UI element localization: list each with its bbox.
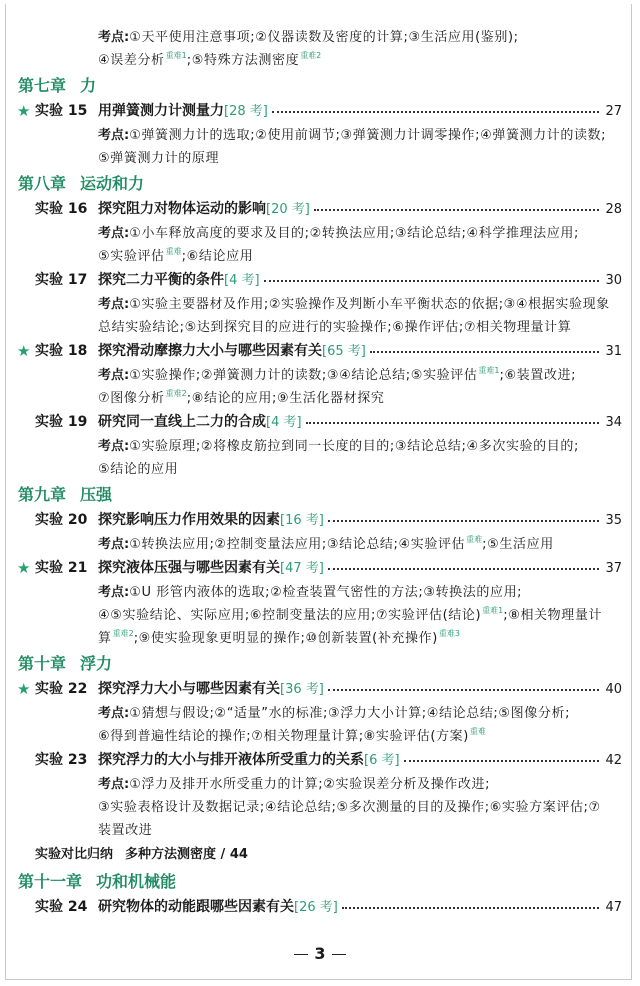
experiment-code: 实验 22: [35, 681, 88, 697]
experiment-entry[interactable]: [18, 895, 622, 920]
experiment-code: 实验 23: [35, 752, 88, 768]
chapter-name: 浮力: [80, 654, 113, 673]
difficulty-mark: 重难2: [165, 389, 187, 398]
chapter-heading[interactable]: [18, 171, 622, 197]
page-reference: 35: [605, 513, 622, 528]
experiment-code: 实验 19: [35, 414, 88, 430]
page-reference: 47: [605, 900, 622, 915]
kaodian-text: ;⑥结论应用: [181, 249, 254, 264]
toc-content: [18, 26, 622, 920]
experiment-title: 探究阻力对物体运动的影响: [98, 201, 266, 217]
experiment-code: 实验 21: [35, 560, 88, 576]
page-reference: 31: [605, 344, 622, 359]
chapter-number: 第七章: [18, 76, 67, 95]
footer-dash-right: [332, 954, 346, 955]
chapter-name: 力: [80, 76, 97, 95]
bracket: [: [224, 273, 230, 288]
kaodian-line: [18, 773, 622, 796]
bracket: ]: [304, 202, 310, 217]
kaodian-line: [18, 364, 622, 387]
chapter-heading[interactable]: [18, 869, 622, 895]
bracket: ]: [318, 561, 324, 576]
experiment-code: 实验 17: [35, 272, 88, 288]
experiment-entry[interactable]: [18, 410, 622, 435]
bracket: [: [364, 753, 370, 768]
experiment-title: 探究影响压力作用效果的因素: [98, 512, 280, 528]
kaodian-text: ①U 形管内液体的选取;②检查装置气密性的方法;③转换法的应用;: [129, 585, 523, 600]
experiment-title: 探究浮力的大小与排开液体所受重力的关系: [98, 752, 364, 768]
exam-count-value: 65 考: [327, 344, 361, 359]
kaodian-line: [18, 458, 622, 481]
kaodian-line: [18, 581, 622, 604]
difficulty-mark: 重难1: [165, 51, 187, 60]
exam-count-value: 4 考: [271, 415, 297, 430]
experiment-title-group: [98, 677, 324, 702]
kaodian-text: ⑤结论的应用: [98, 462, 179, 477]
difficulty-mark: 重难3: [438, 629, 461, 638]
experiment-title: 探究二力平衡的条件: [98, 272, 224, 288]
kaodian-text: ①实验原理;②将橡皮筋拉到同一长度的目的;③结论总结;④多次实验的目的;: [129, 439, 579, 454]
exam-count: [280, 561, 324, 576]
kaodian-text: ①实验操作;②弹簧测力计的读数;③④结论总结;⑤实验评估: [129, 368, 478, 383]
dot-leader: [272, 111, 599, 113]
kaodian-line: [18, 702, 622, 725]
kaodian-text: ;⑥装置改进;: [499, 368, 577, 383]
exam-count-value: 6 考: [369, 753, 395, 768]
dot-leader: [306, 422, 599, 424]
kaodian-text: ④误差分析: [98, 53, 165, 68]
kaodian-line: [18, 435, 622, 458]
kaodian-text: ①实验主要器材及作用;②实验操作及判断小车平衡状态的依据;③④根据实验现象: [129, 297, 610, 312]
experiment-entry[interactable]: [18, 99, 622, 124]
kaodian-line: [18, 725, 622, 748]
bracket: [: [224, 104, 230, 119]
exam-count: [364, 753, 400, 768]
bracket: [: [280, 513, 286, 528]
experiment-title-group: [98, 895, 338, 920]
kaodian-text: ⑥得到普遍性结论的操作;⑦相关物理量计算;⑧实验评估(方案): [98, 729, 469, 744]
chapter-number: 第十一章: [18, 872, 83, 891]
bracket: [: [280, 682, 286, 697]
bracket: [: [322, 344, 328, 359]
experiment-title: 探究滑动摩擦力大小与哪些因素有关: [98, 343, 322, 359]
experiment-entry[interactable]: [18, 508, 622, 533]
exam-count-value: 26 考: [299, 900, 333, 915]
kaodian-line: [18, 124, 622, 147]
kaodian-label: 考点:: [98, 226, 130, 241]
kaodian-line: [18, 819, 622, 842]
dot-leader: [342, 907, 599, 909]
experiment-code: 实验 20: [35, 512, 88, 528]
summary-entry[interactable]: [18, 842, 622, 868]
experiment-entry[interactable]: [18, 677, 622, 702]
experiment-entry[interactable]: [18, 339, 622, 364]
exam-count: [266, 202, 310, 217]
bracket: [: [266, 202, 272, 217]
star-icon: ★: [17, 680, 31, 698]
dot-leader: [314, 209, 599, 211]
chapter-number: 第八章: [18, 174, 67, 193]
dot-leader: [264, 280, 599, 282]
bracket: [: [280, 561, 286, 576]
page-reference: 42: [605, 753, 622, 768]
kaodian-text: ⑦图像分析: [98, 391, 165, 406]
experiment-entry[interactable]: [18, 556, 622, 581]
bracket: ]: [360, 344, 366, 359]
page-reference: 37: [605, 561, 622, 576]
kaodian-text: ;⑤生活应用: [482, 537, 554, 552]
experiment-title: 研究物体的动能跟哪些因素有关: [98, 899, 294, 915]
kaodian-line: [18, 26, 622, 49]
exam-count-value: 20 考: [271, 202, 305, 217]
kaodian-text: ①天平使用注意事项;②仪器读数及密度的计算;③生活应用(鉴别);: [129, 30, 519, 45]
kaodian-line: [18, 604, 622, 627]
page-number: 3: [314, 944, 326, 963]
footer-dash-left: [294, 954, 308, 955]
kaodian-line: [18, 316, 622, 339]
exam-count-value: 16 考: [285, 513, 319, 528]
kaodian-line: [18, 293, 622, 316]
difficulty-mark: 重难: [466, 535, 483, 544]
star-icon: ★: [17, 102, 31, 120]
kaodian-text: ①猜想与假设;②“适量”水的标准;③浮力大小计算;④结论总结;⑤图像分析;: [129, 706, 571, 721]
difficulty-mark: 重难: [165, 247, 182, 256]
experiment-title: 探究浮力大小与哪些因素有关: [98, 681, 280, 697]
dot-leader: [328, 568, 599, 570]
kaodian-text: ;⑨使实验现象更明显的操作;⑩创新装置(补充操作): [133, 631, 438, 646]
dot-leader: [404, 760, 599, 762]
kaodian-text: ;⑤特殊方法测密度: [186, 53, 300, 68]
bracket: ]: [296, 415, 302, 430]
experiment-title-group: [98, 339, 366, 364]
bracket: [: [266, 415, 272, 430]
kaodian-line: [18, 796, 622, 819]
experiment-title: 用弹簧测力计测量力: [98, 103, 224, 119]
chapter-name: 功和机械能: [96, 872, 177, 891]
exam-count-value: 4 考: [229, 273, 255, 288]
exam-count-value: 36 考: [285, 682, 319, 697]
kaodian-line: [18, 222, 622, 245]
exam-count: [266, 415, 302, 430]
exam-count: [224, 104, 268, 119]
chapter-number: 第九章: [18, 485, 67, 504]
chapter-number: 第十章: [18, 654, 67, 673]
kaodian-text: ③实验表格设计及数据记录;④结论总结;⑤多次测量的目的及操作;⑥实验方案评估;⑦: [98, 800, 601, 815]
exam-count: [322, 344, 366, 359]
bracket: ]: [332, 900, 338, 915]
kaodian-text: ①浮力及排开水所受重力的计算;②实验误差分析及操作改进;: [129, 777, 491, 792]
chapter-name: 压强: [80, 485, 113, 504]
kaodian-line: [18, 147, 622, 170]
page-footer: [0, 944, 640, 963]
kaodian-line: [18, 49, 622, 72]
kaodian-text: ①弹簧测力计的选取;②使用前调节;③弹簧测力计调零操作;④弹簧测力计的读数;: [129, 128, 607, 143]
kaodian-label: 考点:: [98, 777, 130, 792]
difficulty-mark: 重难2: [300, 51, 322, 60]
bracket: ]: [318, 682, 324, 697]
bracket: ]: [394, 753, 400, 768]
experiment-code: 实验 15: [35, 103, 88, 119]
star-icon: ★: [17, 559, 31, 577]
experiment-title: 研究同一直线上二力的合成: [98, 414, 266, 430]
experiment-code: 实验 18: [35, 343, 88, 359]
experiment-code: 实验 24: [35, 899, 88, 915]
experiment-title-group: [98, 99, 268, 124]
kaodian-text: ①小车释放高度的要求及目的;②转换法应用;③结论总结;④科学推理法应用;: [129, 226, 579, 241]
experiment-title-group: [98, 410, 302, 435]
kaodian-label: 考点:: [98, 439, 130, 454]
kaodian-text: ;⑧结论的应用;⑨生活化器材探究: [186, 391, 385, 406]
exam-count: [224, 273, 260, 288]
difficulty-mark: 重难: [469, 727, 486, 736]
experiment-entry[interactable]: [18, 268, 622, 293]
star-icon: ★: [17, 342, 31, 360]
dot-leader: [328, 520, 599, 522]
kaodian-line: [18, 387, 622, 410]
summary-label: 实验对比归纳: [35, 847, 114, 862]
experiment-title-group: [98, 556, 324, 581]
bracket: ]: [254, 273, 260, 288]
kaodian-line: [18, 627, 622, 650]
exam-count: [280, 513, 324, 528]
exam-count-value: 47 考: [285, 561, 319, 576]
kaodian-line: [18, 533, 622, 556]
bracket: ]: [318, 513, 324, 528]
kaodian-text: ⑤弹簧测力计的原理: [98, 151, 220, 166]
chapter-heading[interactable]: [18, 651, 622, 677]
exam-count: [294, 900, 338, 915]
kaodian-text: ④⑤实验结论、实际应用;⑥控制变量法的应用;⑦实验评估(结论): [98, 608, 482, 623]
kaodian-label: 考点:: [98, 297, 130, 312]
kaodian-label: 考点:: [98, 537, 130, 552]
experiment-entry[interactable]: [18, 748, 622, 773]
exam-count-value: 28 考: [229, 104, 263, 119]
page-reference: 34: [605, 415, 622, 430]
page-reference: 28: [605, 202, 622, 217]
experiment-title-group: [98, 268, 260, 293]
chapter-name: 运动和力: [80, 174, 145, 193]
kaodian-label: 考点:: [98, 128, 130, 143]
experiment-title-group: [98, 748, 400, 773]
kaodian-text: ①转换法应用;②控制变量法应用;③结论总结;④实验评估: [129, 537, 466, 552]
dot-leader: [328, 689, 599, 691]
kaodian-text: 算: [98, 631, 112, 646]
experiment-code: 实验 16: [35, 201, 88, 217]
page-reference: 30: [605, 273, 622, 288]
bracket: [: [294, 900, 300, 915]
difficulty-mark: 重难2: [112, 629, 134, 638]
kaodian-text: 总结实验结论;⑤达到探究目的应进行的实验操作;⑥操作评估;⑦相关物理量计算: [98, 320, 572, 335]
experiment-title-group: [98, 197, 310, 222]
page-reference: 27: [605, 104, 622, 119]
chapter-heading[interactable]: [18, 73, 622, 99]
dot-leader: [370, 351, 599, 353]
kaodian-label: 考点:: [98, 368, 130, 383]
experiment-title: 探究液体压强与哪些因素有关: [98, 560, 280, 576]
kaodian-line: [18, 245, 622, 268]
difficulty-mark: 重难1: [482, 606, 504, 615]
kaodian-label: 考点:: [98, 30, 130, 45]
chapter-heading[interactable]: [18, 482, 622, 508]
bracket: ]: [262, 104, 268, 119]
difficulty-mark: 重难1: [478, 366, 500, 375]
kaodian-label: 考点:: [98, 585, 130, 600]
kaodian-label: 考点:: [98, 706, 130, 721]
kaodian-text: ⑤实验评估: [98, 249, 165, 264]
summary-title: 多种方法测密度 / 44: [125, 847, 248, 862]
experiment-entry[interactable]: [18, 197, 622, 222]
page-reference: 40: [605, 682, 622, 697]
kaodian-text: 装置改进: [98, 823, 153, 838]
kaodian-text: ;⑧相关物理量计: [503, 608, 603, 623]
exam-count: [280, 682, 324, 697]
experiment-title-group: [98, 508, 324, 533]
